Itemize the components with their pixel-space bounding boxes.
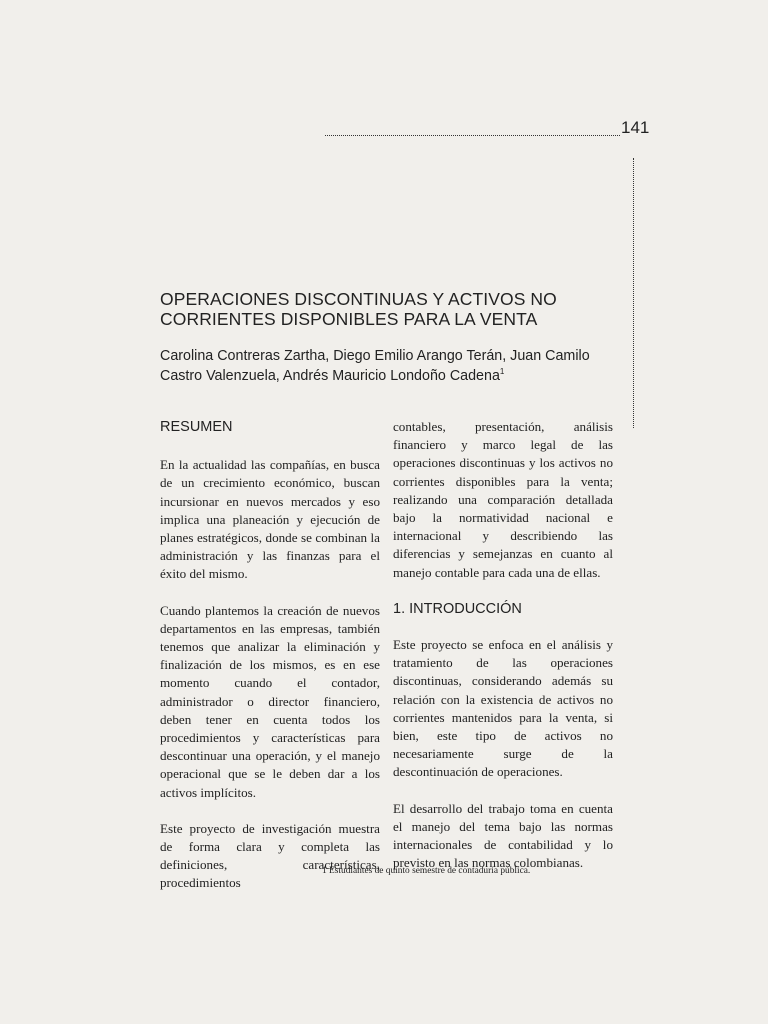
introduccion-heading: 1. INTRODUCCIÓN [393, 600, 522, 617]
side-rule [633, 158, 634, 428]
resumen-paragraph-4: contables, presentación, análisis financiero y marco legal de las operaciones discontinuas y los activos no corrientes disponibles para la venta; realizando una comparación detallada bajo la normatividad nacional e internacional y describiendo las diferencias y semejanzas en cuanto al manejo contable para cada una de ellas. [393, 419, 613, 580]
introduccion-paragraph-1: Este proyecto se enfoca en el análisis y tratamiento de las operaciones discontinuas, considerando además su relación con la existencia de activos no corrientes mantenidos para la venta, si bien, este tipo de activos no necesariamente surge de la descontinuación de operaciones. [393, 637, 613, 780]
page-number: 141 [621, 118, 650, 137]
article-authors [160, 346, 630, 386]
author-footnote-marker: 1 [499, 367, 505, 376]
article-title: OPERACIONES DISCONTINUAS Y ACTIVOS NO CORRIENTES DISPONIBLES PARA LA VENTA [160, 289, 557, 329]
resumen-paragraph-3: Este proyecto de investigación muestra de forma clara y completa las definiciones, características, procedimientos [160, 820, 380, 891]
resumen-heading: RESUMEN [160, 419, 233, 435]
resumen-paragraph-1: En la actualidad las compañías, en busca de un crecimiento económico, buscan incursionar en nuevos mercados y eso implica una planeación y ejecución de planes estratégicos, donde se combinan la administración y las finanzas para el éxito del mismo. [160, 457, 380, 582]
left-column [160, 418, 380, 893]
authors-text: Carolina Contreras Zartha, Diego Emilio Arango Terán, Juan Camilo Castro Valenzuela, Andrés Mauricio Londoño Cadena [160, 348, 590, 384]
footnote: 1 Estudiantes de quinto semestre de contaduría pública. [322, 866, 531, 876]
header-rule [325, 135, 620, 136]
resumen-paragraph-2: Cuando plantemos la creación de nuevos departamentos en las empresas, también tenemos que analizar la eliminación y finalización de los mismos, es en ese momento cuando el contador, administrador o director financiero, deben tener en cuenta todos los procedimientos y características para descontinuar una operación, y el manejo operacional que se le deben dar a los activos implícitos. [160, 602, 380, 800]
right-column [393, 418, 613, 872]
introduccion-paragraph-2: El desarrollo del trabajo toma en cuenta el manejo del tema bajo las normas internacionales de contabilidad y lo previsto en las normas colombianas. [393, 800, 613, 871]
